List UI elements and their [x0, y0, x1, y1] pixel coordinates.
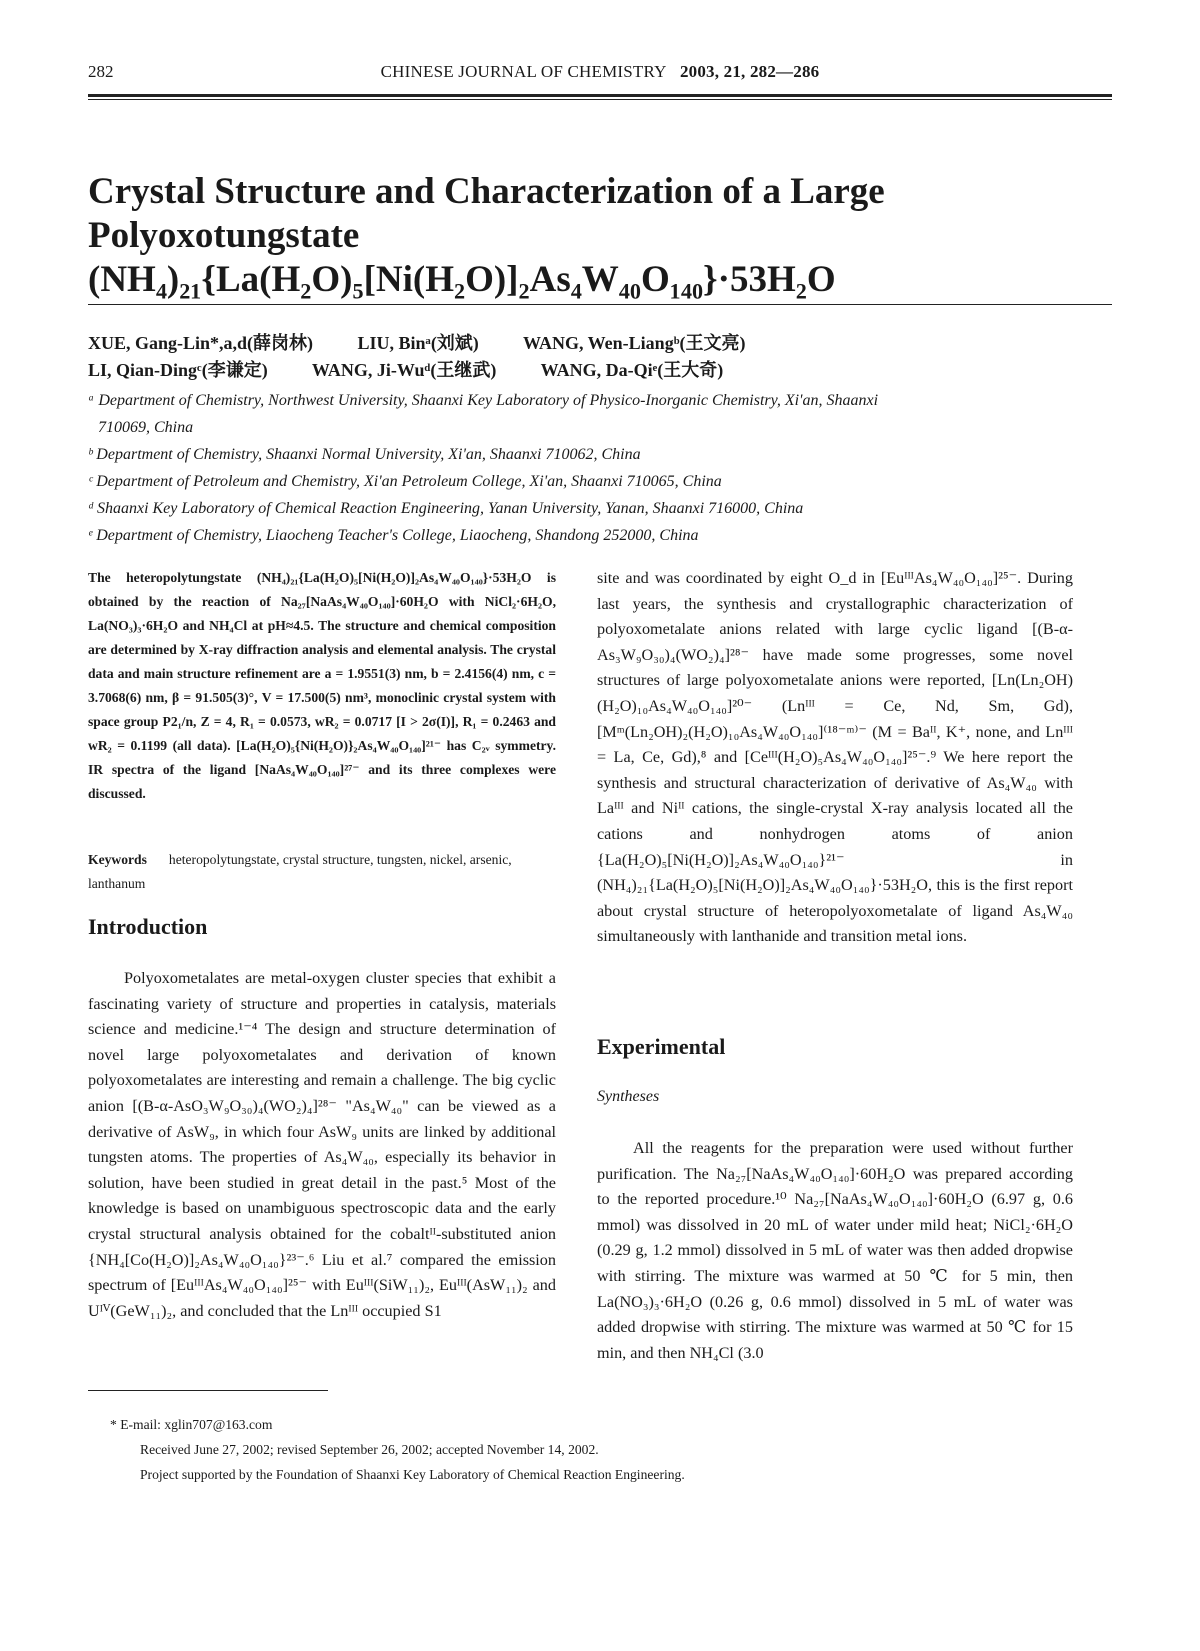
citation: 2003, 21, 282—286 — [679, 62, 820, 81]
author-row-1 — [88, 330, 786, 357]
keywords-label: Keywords — [88, 852, 147, 867]
title-line-1: Crystal Structure and Characterization of a Large Polyoxotungstate — [88, 171, 885, 256]
introduction-continuation: site and was coordinated by eight O_d in [EuᴵᴵᴵAs₄W₄₀O₁₄₀]²⁵⁻. During last years, the synthesis and crystallographic characterization of polyoxometalate anions related with large cyclic ligand [(B-α-As₃W₉O₃₀)₄(WO₂)₄]²⁸⁻ have made some progresses, some novel structures of large polyoxometalate anions were reported, [Ln(Ln₂OH)(H₂O)₁₀As₄W₄₀O₁₄₀]²⁰⁻ (Lnᴵᴵᴵ = Ce, Nd, Sm, Gd), [Mᵐ(Ln₂OH)₂(H₂O)₁₀As₄W₄₀O₁₄₀]⁽¹⁸⁻ᵐ⁾⁻ (M = Baᴵᴵ, K⁺, none, and Lnᴵᴵᴵ = La, Ce, Gd),⁸ and [Ceᴵᴵᴵ(H₂O)₅As₄W₄₀O₁₄₀]²⁵⁻.⁹ We here report the synthesis and structural characterization of derivative of As₄W₄₀ with Laᴵᴵᴵ and Niᴵᴵ cations, the single-crystal X-ray analysis located all the cations and nonhydrogen atoms of anion {La(H₂O)₅[Ni(H₂O)]₂As₄W₄₀O₁₄₀}²¹⁻ in (NH₄)₂₁{La(H₂O)₅[Ni(H₂O)]₂As₄W₄₀O₁₄₀}·53H₂O, this is the first report about crystal structure of heteropolyoxometalate of ligand As₄W₄₀ simultaneously with lanthanide and transition metal ions. — [597, 569, 1073, 946]
affiliation: ᵇ Department of Chemistry, Shaanxi Normal University, Xi'an, Shaanxi 710062, China — [88, 446, 641, 463]
title-rule — [88, 304, 1112, 305]
footnote-project: Project supported by the Foundation of Shaanxi Key Laboratory of Chemical Reaction Engineering. — [140, 1467, 685, 1482]
author: WANG, Wen-Liangᵇ(王文亮) — [523, 333, 746, 353]
abstract: The heteropolytungstate (NH₄)₂₁{La(H₂O)₅[Ni(H₂O)]₂As₄W₄₀O₁₄₀}·53H₂O is obtained by the reaction of Na₂₇[NaAs₄W₄₀O₁₄₀]·60H₂O with NiCl₂·6H₂O, La(NO₃)₃·6H₂O and NH₄Cl at pH≈4.5. The structure and chemical composition are determined by X-ray diffraction analysis and elemental analysis. The crystal data and main structure refinement are a = 1.9551(3) nm, b = 2.4156(4) nm, c = 3.7068(6) nm, β = 91.505(3)°, V = 17.500(5) nm³, monoclinic crystal system with space group P2₁/n, Z = 4, R₁ = 0.0573, wR₂ = 0.0717 [I > 2σ(I)], R₁ = 0.2463 and wR₂ = 0.1199 (all data). [La(H₂O)₅{Ni(H₂O)}₂As₄W₄₀O₁₄₀]²¹⁻ has C₂ᵥ symmetry. IR spectra of the ligand [NaAs₄W₄₀O₁₄₀]²⁷⁻ and its three complexes were discussed. — [88, 570, 556, 801]
page-number: 282 — [88, 62, 114, 81]
running-header — [88, 62, 1112, 82]
footnotes — [110, 1412, 685, 1487]
syntheses-paragraph: All the reagents for the preparation were used without further purification. The Na₂₇[NaAs₄W₄₀O₁₄₀]·60H₂O was prepared according to the reported procedure.¹⁰ Na₂₇[NaAs₄W₄₀O₁₄₀]·60H₂O (6.97 g, 0.6 mmol) was dissolved in 20 mL of water under mild heat; NiCl₂·6H₂O (0.29 g, 1.2 mmol) dissolved in 5 mL of water was then added dropwise with stirring. The mixture was warmed at 50 ℃ for 5 min, then La(NO₃)₃·6H₂O (0.26 g, 0.6 mmol) dissolved in 5 mL of water was added dropwise with stirring. The mixture was warmed at 50 ℃ for 15 min, and then NH₄Cl (3.0 — [597, 1139, 1073, 1362]
affiliations — [88, 388, 1112, 550]
author: WANG, Ji-Wuᵈ(王继武) — [311, 360, 497, 380]
introduction-paragraph: Polyoxometalates are metal-oxygen cluster species that exhibit a fascinating variety of structure and properties in catalysis, materials science and medicine.¹⁻⁴ The design and structure determination of novel large polyoxometalates and derivation of known polyoxometalates are interesting and remain a challenge. The big cyclic anion [(B-α-AsO₃W₉O₃₀)₄(WO₂)₄]²⁸⁻ "As₄W₄₀" can be viewed as a derivative of AsW₉, in which four AsW₉ units are linked by additional tungsten atoms. The properties of As₄W₄₀, especially its behavior in solution, have been studied in great detail in the past.⁵ Most of the knowledge is based on unambiguous spectroscopic data and the early crystal structural analysis obtained for the cobaltᴵᴵ-substituted anion {NH₄[Co(H₂O)]₂As₄W₄₀O₁₄₀}²³⁻.⁶ Liu et al.⁷ compared the emission spectrum of [EuᴵᴵᴵAs₄W₄₀O₁₄₀]²⁵⁻ with Euᴵᴵᴵ(SiW₁₁)₂, Euᴵᴵᴵ(AsW₁₁)₂ and Uᴵⱽ(GeW₁₁)₂, and concluded that the Lnᴵᴵᴵ occupied S1 — [88, 969, 556, 1320]
affiliation: ᵉ Department of Chemistry, Liaocheng Teacher's College, Liaocheng, Shandong 252000, China — [88, 527, 699, 544]
author-list — [88, 330, 786, 384]
title-line-2: (NH₄)₂₁{La(H₂O)₅[Ni(H₂O)]₂As₄W₄₀O₁₄₀}·53H₂O — [88, 259, 836, 300]
keywords-text: heteropolytungstate, crystal structure, tungsten, nickel, arsenic, lanthanum — [88, 852, 512, 891]
subsection-heading-syntheses: Syntheses — [597, 1088, 660, 1105]
footnote-email: * E-mail: xglin707@163.com — [110, 1417, 273, 1432]
header-rule-thin — [88, 99, 1112, 100]
affiliation: ᶜ Department of Petroleum and Chemistry, Xi'an Petroleum College, Xi'an, Shaanxi 710065, China — [88, 473, 722, 490]
section-heading-introduction: Introduction — [88, 914, 208, 939]
author: LIU, Binᵃ(刘斌) — [357, 333, 479, 353]
affiliation: ᵃ Department of Chemistry, Northwest University, Shaanxi Key Laboratory of Physico-Inorganic Chemistry, Xi'an, Shaanxi — [88, 392, 879, 409]
keywords — [88, 848, 556, 896]
journal-name: CHINESE JOURNAL OF CHEMISTRY — [380, 62, 667, 81]
affiliation-continued: 710069, China — [98, 419, 194, 436]
section-heading-experimental: Experimental — [597, 1034, 726, 1059]
header-rule-thick — [88, 94, 1112, 97]
author: XUE, Gang-Lin*,a,d(薛岗林) — [88, 333, 314, 353]
article-title — [88, 170, 1112, 302]
author-row-2 — [88, 357, 786, 384]
journal-citation — [208, 62, 992, 82]
footnote-received: Received June 27, 2002; revised September 26, 2002; accepted November 14, 2002. — [140, 1442, 599, 1457]
author: LI, Qian-Dingᶜ(李谦定) — [88, 360, 268, 380]
affiliation: ᵈ Shaanxi Key Laboratory of Chemical Reaction Engineering, Yanan University, Yanan, Shaanxi 716000, China — [88, 500, 804, 517]
footnote-rule — [88, 1390, 328, 1391]
author: WANG, Da-Qiᵉ(王大奇) — [540, 360, 724, 380]
